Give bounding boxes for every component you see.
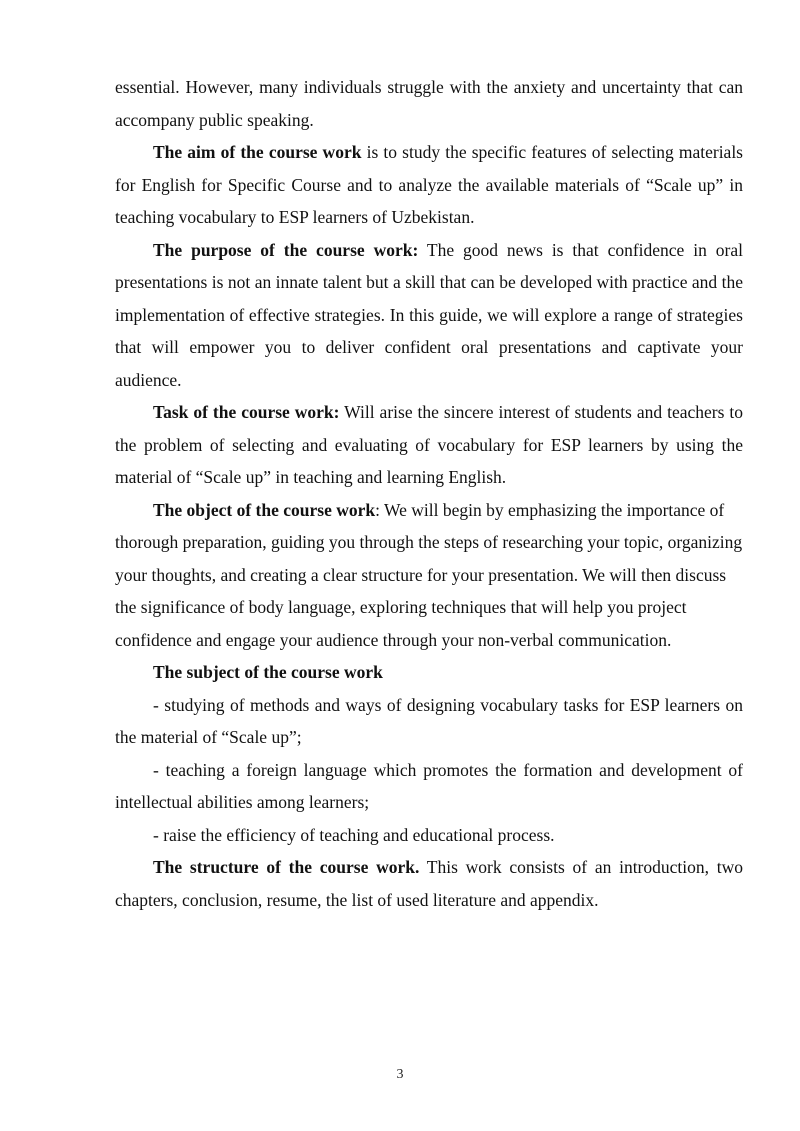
paragraph-heading: The aim of the course work	[153, 142, 362, 162]
paragraph-object	[115, 494, 743, 657]
paragraph-heading: The structure of the course work.	[153, 857, 420, 877]
list-item	[115, 819, 743, 852]
paragraph-subject	[115, 656, 743, 689]
paragraph-heading: The object of the course work	[153, 499, 376, 520]
paragraph-text: essential. However, many individuals struggle with the anxiety and uncertainty that can accompany public speaking.	[115, 77, 743, 130]
paragraph-heading: Task of the course work:	[153, 402, 340, 422]
paragraph-task	[115, 396, 743, 494]
paragraph-text: is to study the specific features of selecting materials for English for Specific Course and to analyze the available materials of “Scale up” in teaching vocabulary to ESP learners of Uzbekistan.	[115, 142, 743, 227]
paragraph-purpose	[115, 234, 743, 397]
paragraph-text: Will arise the sincere interest of students and teachers to the problem of selecting and evaluating of vocabulary for ESP learners by using the material of “Scale up” in teaching and learning English.	[115, 402, 743, 487]
paragraph-structure	[115, 851, 743, 916]
paragraph-aim	[115, 136, 743, 234]
list-item	[115, 754, 743, 819]
page-number: 3	[396, 1067, 404, 1082]
paragraph-text: : We will begin by emphasizing the importance of thorough preparation, guiding you through the steps of researching your topic, organizing your thoughts, and creating a clear structure for your presentation. We will then discuss the significance of body language, exploring techniques that will help you project confidence and engage your audience through your non-verbal communication.	[115, 499, 743, 650]
paragraph-heading: The subject of the course work	[153, 662, 383, 682]
list-item-text: - teaching a foreign language which promotes the formation and development of intellectual abilities among learners;	[115, 759, 743, 812]
paragraph-text: This work consists of an introduction, two chapters, conclusion, resume, the list of used literature and appendix.	[115, 857, 743, 910]
paragraph-heading: The purpose of the course work:	[153, 239, 419, 260]
list-item-text: - raise the efficiency of teaching and educational process.	[153, 824, 555, 845]
paragraph-text: The good news is that confidence in oral presentations is not an innate talent but a skill that can be developed with practice and the implementation of effective strategies. In this guide, we will explore a range of strategies that will empower you to deliver confident oral presentations and captivate your audience.	[115, 239, 743, 390]
document-body	[115, 71, 743, 916]
list-item-text: - studying of methods and ways of designing vocabulary tasks for ESP learners on the material of “Scale up”;	[115, 694, 743, 747]
paragraph-continuation	[115, 71, 743, 136]
list-item	[115, 689, 743, 754]
